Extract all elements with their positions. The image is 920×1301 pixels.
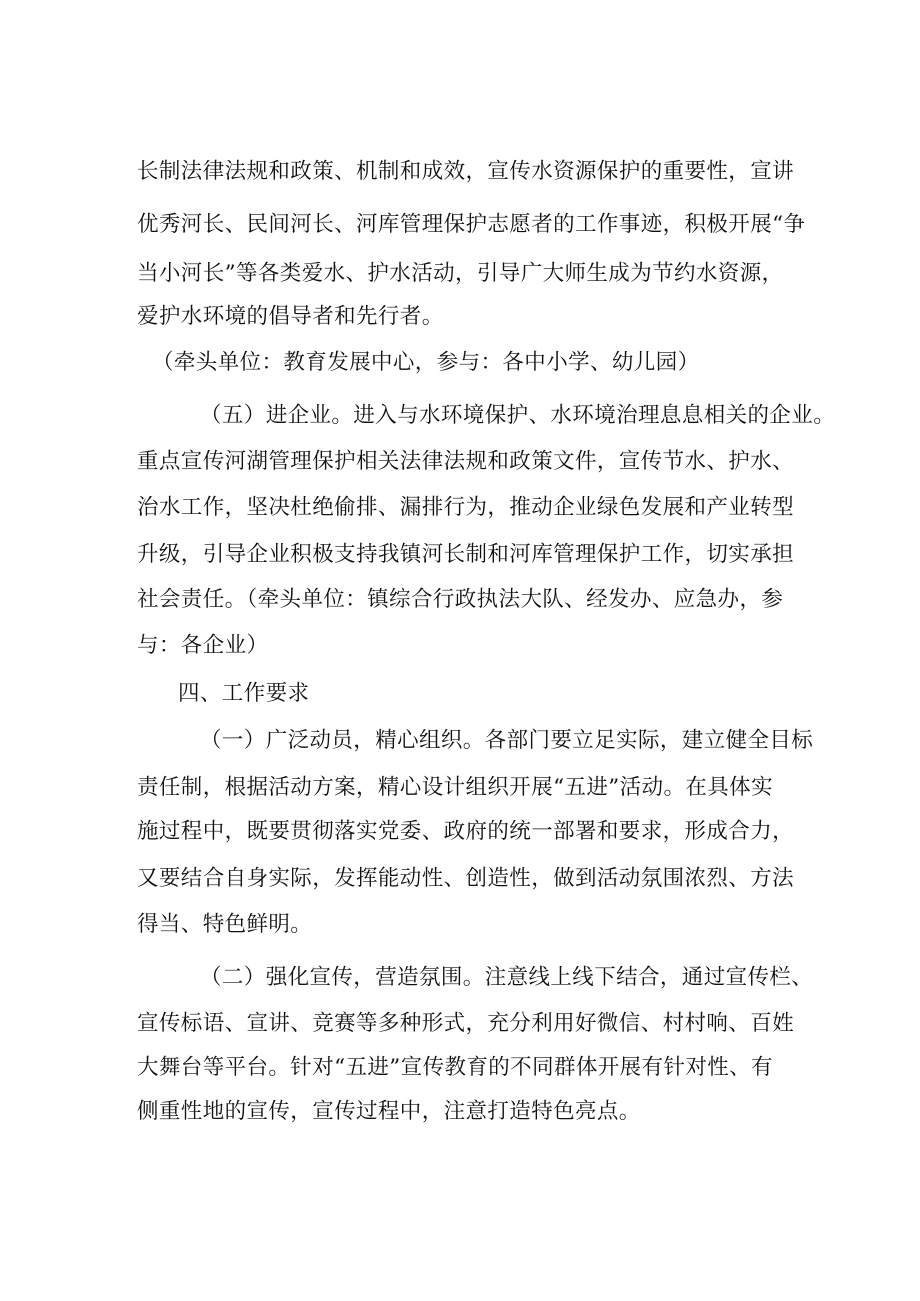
text-line: 重点宣传河湖管理保护相关法律法规和政策文件，宣传节水、护水、 xyxy=(137,449,795,474)
text-line: 责任制，根据活动方案，精心设计组织开展“五进”活动。在具体实 xyxy=(137,775,773,800)
text-line: 大舞台等平台。针对“五进”宣传教育的不同群体开展有针对性、有 xyxy=(137,1055,773,1080)
text-line: 优秀河长、民间河长、河库管理保护志愿者的工作事迹，积极开展“争 xyxy=(137,212,806,237)
text-line: 施过程中，既要贯彻落实党委、政府的统一部署和要求，形成合力， xyxy=(137,819,795,844)
text-line: 与：各企业） xyxy=(137,633,269,658)
text-line: 又要结合自身实际，发挥能动性、创造性，做到活动氛围浓烈、方法 xyxy=(137,866,795,891)
text-line: 长制法律法规和政策、机制和成效，宣传水资源保护的重要性，宣讲 xyxy=(137,159,795,184)
text-line: 得当、特色鲜明。 xyxy=(137,912,313,937)
paragraph-start: （二）强化宣传，营造氛围。注意线上线下结合，通过宣传栏、 xyxy=(200,965,814,990)
paragraph-start: （一）广泛动员，精心组织。各部门要立足实际，建立健全目标 xyxy=(200,728,814,753)
text-line: 治水工作，坚决杜绝偷排、漏排行为，推动企业绿色发展和产业转型 xyxy=(137,495,795,520)
lead-unit-note: （牵头单位：教育发展中心，参与：各中小学、幼儿园） xyxy=(152,350,700,375)
paragraph-start: （五）进企业。进入与水环境保护、水环境治理息息相关的企业。 xyxy=(200,403,836,428)
section-heading: 四、工作要求 xyxy=(178,681,310,706)
text-line: 侧重性地的宣传，宣传过程中，注意打造特色亮点。 xyxy=(137,1099,641,1124)
text-line: 当小河长”等各类爱水、护水活动，引导广大师生成为节约水资源， xyxy=(137,261,784,286)
text-line: 宣传标语、宣讲、竞赛等多种形式，充分利用好微信、村村响、百姓 xyxy=(137,1011,795,1036)
text-line: 社会责任。（牵头单位：镇综合行政执法大队、经发办、应急办，参 xyxy=(137,587,784,612)
text-line: 升级，引导企业积极支持我镇河长制和河库管理保护工作，切实承担 xyxy=(137,542,795,567)
text-line: 爱护水环境的倡导者和先行者。 xyxy=(137,304,444,329)
